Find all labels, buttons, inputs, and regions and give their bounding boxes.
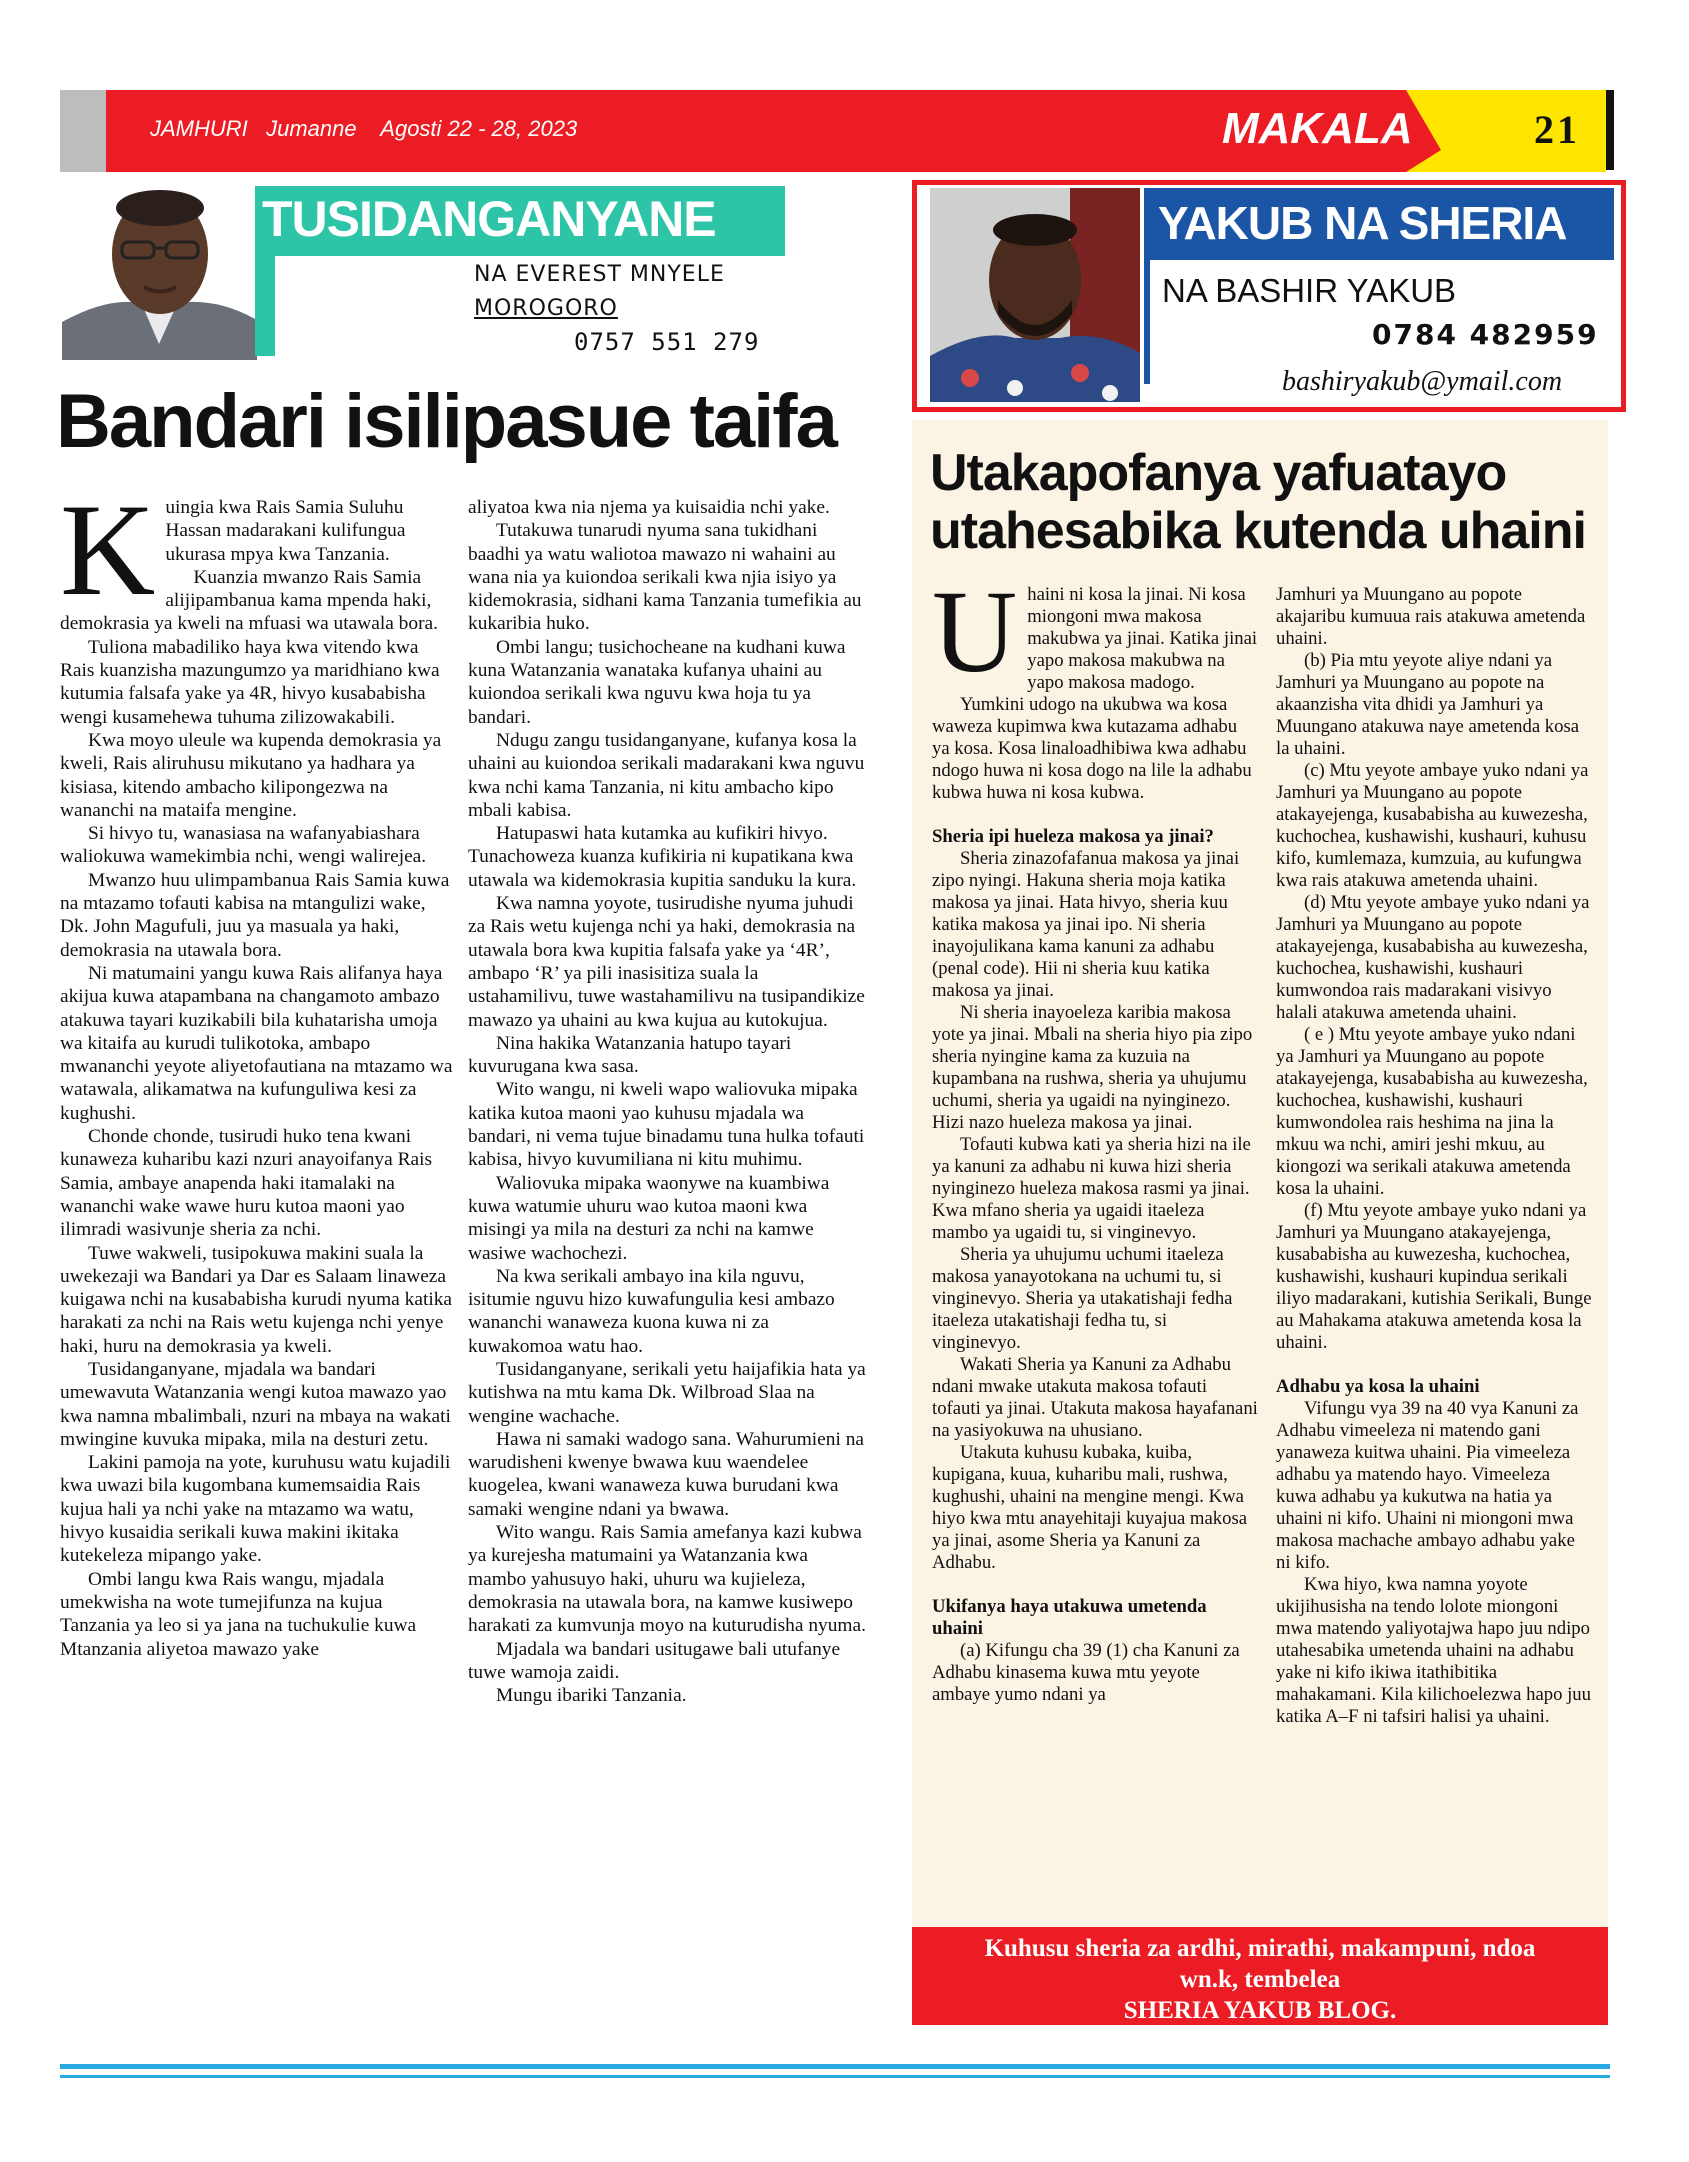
byline-phone-bashir: 0784 482959: [1372, 318, 1599, 351]
subheading: Sheria ipi hueleza makosa ya jinai?: [932, 826, 1214, 847]
author-photo-everest: [62, 172, 257, 360]
paragraph: Jamhuri ya Muungano au popote akajaribu kumuua rais atakuwa ametenda uhaini.: [1276, 584, 1586, 649]
right-article-column-2: [1276, 584, 1594, 1728]
right-article-column-1: [932, 566, 1258, 1706]
promo-line-1: Kuhusu sheria za ardhi, mirathi, makampuni, ndoa: [984, 1935, 1536, 1962]
paragraph: Kuingia kwa Rais Samia Suluhu Hassan madarakani kulifungua ukurasa mpya kwa Tanzania.: [60, 476, 406, 623]
paragraph: Na kwa serikali ambayo ina kila nguvu, isitumie nguvu hizo kuwafungulia kesi ambazo wananchi wanaweza kuona kuwa ni za kuwakomoa watu hao.: [468, 1265, 835, 1357]
section-title: MAKALA: [1222, 104, 1413, 153]
paragraph: Mjadala wa bandari usitugawe bali utufanye tuwe wamoja zaidi.: [468, 1638, 841, 1683]
column-banner-stem: [255, 256, 275, 356]
column-name-yakub-na-sheria: YAKUB NA SHERIA: [1158, 197, 1567, 249]
footer-rule-thin: [60, 2075, 1610, 2078]
paragraph: (a) Kifungu cha 39 (1) cha Kanuni za Adhabu kinasema kuwa mtu yeyote ambaye yumo ndani ya: [932, 1640, 1240, 1705]
paragraph: Chonde chonde, tusirudi huko tena kwani kunaweza kuharibu kazi nzuri anayoifanya Rais Samia, ambaye anapenda haki itamalaki na wananchi wake wawe huru kutoa maoni yao ilimradi wasivunje sheria za nchi.: [60, 1126, 433, 1241]
paragraph: (c) Mtu yeyote ambaye yuko ndani ya Jamhuri ya Muungano au popote atakayejenga, kusababisha au kuwezesha, kuchochea, kushawishi, kushauri, kuhusu kifo, kumlemaza, kumzuia, au kufungwa kwa rais atakuwa ametenda uhaini.: [1276, 760, 1589, 891]
drop-cap: K: [60, 476, 156, 623]
paragraph: Sheria ya uhujumu uchumi itaeleza makosa yanayotokana na uchumi tu, si vinginevyo. Sheria ya utakatishaji fedha itaeleza utakatishaji fedha tu, si vinginevyo.: [932, 1244, 1233, 1353]
headline-uhaini-line1: Utakapofanya yafuatayo: [930, 444, 1507, 502]
paragraph: Lakini pamoja na yote, kuruhusu watu kujadili kwa uwazi bila kugombana kumemsaidia Rais kujua hali ya nchi yake na mtazamo wa watu, hivyo kusaidia serikali kuwa makini ikitaka kutekeleza mipango yake.: [60, 1452, 451, 1567]
paragraph: Ni sheria inayoeleza karibia makosa yote ya jinai. Mbali na sheria hiyo pia zipo sheria nyingine kama za kuzuia na kupambana na rushwa, sheria ya uhujumu uchumi, sheria ya ugaidi na nyinginezo. Hizi nazo hueleza makosa ya jinai.: [932, 1002, 1253, 1133]
paragraph: Uhaini ni kosa la jinai. Ni kosa miongoni mwa makosa makubwa ya jinai. Katika jinai yapo makosa makubwa na yapo makosa madogo.: [932, 566, 1258, 697]
paragraph: Utakuta kuhusu kubaka, kuiba, kupigana, kuua, kuharibu mali, rushwa, kughushi, uhaini na mengine mengi. Kwa hiyo kwa mtu anayehitaji kuyajua makosa ya jinai, asome Sheria ya Kanuni za Adhabu.: [932, 1442, 1248, 1573]
header-grey-tab: [60, 90, 106, 172]
paragraph: Tutakuwa tunarudi nyuma sana tukidhani baadhi ya watu waliotoa mawazo ni wahaini au wana nia ya kuiondoa serikali kwa njia isiyo ya kidemokrasia, sidhani kama Tanzania tumefikia au kukaribia huko.: [468, 520, 862, 635]
left-article-column-1: [60, 476, 453, 1661]
paragraph: Wito wangu. Rais Samia amefanya kazi kubwa ya kurejesha matumaini ya Watanzania kwa mambo yahusuyo haki, uhuru wa kujieleza, demokrasia na utawala bora, na kamwe kusiwepo harakati za kumvunja moyo na kuturudisha nyuma.: [468, 1522, 866, 1637]
paragraph: Tuliona mabadiliko haya kwa vitendo kwa Rais kuanzisha mazungumzo ya maridhiano kwa kutumia falsafa yake ya 4R, hivyo kusababisha wengi kusamehewa tuhuma zilizowakabili.: [60, 636, 440, 728]
headline-bandari: Bandari isilipasue taifa: [56, 379, 836, 464]
drop-cap: U: [932, 566, 1018, 697]
paragraph: Ombi langu kwa Rais wangu, mjadala umekwisha na wote tumejifunza na kujua Tanzania ya leo si ya jana na tuchukulie kuwa Mtanzania aliyetoa mawazo yake: [60, 1568, 417, 1660]
paragraph: Waliovuka mipaka waonywe na kuambiwa kuwa watumie uhuru wao kutoa maoni kwa misingi ya mila na desturi za nchi na kamwe wasiwe wachochezi.: [468, 1172, 830, 1264]
left-article-column-2: [468, 496, 866, 1707]
byline-author-bashir: NA BASHIR YAKUB: [1162, 272, 1457, 309]
paragraph: (f) Mtu yeyote ambaye yuko ndani ya Jamhuri ya Muungano atakayejenga, kusababisha au kuwezesha, kuchochea, kushawishi, kushauri kupindua serikali iliyo madarakani, kutishia Serikali, Bunge au Mahakama atakuwa ametenda kosa la uhaini.: [1276, 1200, 1592, 1353]
paragraph: Kwa hiyo, kwa namna yoyote ukijihusisha na tendo lolote miongoni mwa matendo yaliyotajwa hapo juu ndipo utahesabika umetenda uhaini na adhabu yake ni kifo ikiwa itathibitika mahakamani. Kila kilichoelezwa hapo juu katika A–F ni tafsiri halisi ya uhaini.: [1276, 1574, 1591, 1727]
paragraph: Hatupaswi hata kutamka au kufikiri hivyo. Tunachoweza kuanza kufikiria ni kupatikana kwa utawala wa kidemokrasia kupitia sanduku la kura.: [468, 823, 857, 891]
paragraph: Ndugu zangu tusidanganyane, kufanya kosa la uhaini au kuiondoa serikali madarakani kwa nguvu kwa nchi kama Tanzania, ni kitu ambacho kipo mbali kabisa.: [468, 729, 865, 821]
paragraph: Sheria zinazofafanua makosa ya jinai zipo nyingi. Hakuna sheria moja katika makosa ya jinai. Hata hivyo, sheria kuu katika makosa ya jinai ipo. Ni sheria inayojulikana kama kanuni za adhabu (penal code). Hii ni sheria kuu katika makosa ya jinai.: [932, 848, 1240, 1001]
author-photo-bashir: [930, 188, 1140, 402]
subheading: Adhabu ya kosa la uhaini: [1276, 1376, 1480, 1397]
header-date: Agosti 22 - 28, 2023: [380, 116, 578, 141]
byline-email: bashiryakub@ymail.com: [1282, 366, 1563, 397]
promo-line-2: wn.k, tembelea: [1179, 1966, 1341, 1993]
paragraph: Mungu ibariki Tanzania.: [496, 1685, 687, 1707]
paragraph: ( e ) Mtu yeyote ambaye yuko ndani ya Jamhuri ya Muungano au popote atakayejenga, kusababisha au kuwezesha, kuchochea, kushawishi, kushauri kumwondolea rais heshima na jina la mkuu wa nchi, amiri jeshi mkuu, au kiongozi wa serikali atakuwa ametenda kosa la uhaini.: [1276, 1024, 1588, 1199]
header-rule: [1606, 90, 1614, 170]
paragraph: Tofauti kubwa kati ya sheria hizi na ile ya kanuni za adhabu ni kuwa hizi sheria nyinginezo hueleza makosa rasmi ya jinai. Kwa mfano sheria ya ugaidi itaeleza mambo ya ugaidi tu, si vinginevyo.: [932, 1134, 1251, 1243]
paragraph: Tusidanganyane, mjadala wa bandari umewavuta Watanzania wengi kutoa mawazo yao kwa namna mbalimbali, nzuri na mbaya na wakati mwingine kuvuka mipaka, mila na desturi zetu.: [60, 1358, 451, 1450]
paragraph: Vifungu vya 39 na 40 vya Kanuni za Adhabu vimeeleza ni matendo gani yanaweza kuitwa uhaini. Pia vimeeleza adhabu ya matendo hayo. Vimeeleza kuwa adhabu ya kukutwa na hatia ya uhaini ni kifo. Uhaini ni miongoni mwa makosa machache ambayo adhabu yake ni kifo.: [1276, 1398, 1579, 1573]
paragraph: aliyatoa kwa nia njema ya kuisaidia nchi yake.: [468, 497, 830, 518]
headline-uhaini: [930, 444, 1600, 560]
paragraph: Kwa moyo uleule wa kupenda demokrasia ya kweli, Rais aliruhusu mikutano ya hadhara ya kisiasa, kitendo ambacho kilipongezwa na wananchi na mataifa mengine.: [60, 729, 442, 821]
blog-promo-box: [912, 1927, 1608, 2025]
paragraph: Yumkini udogo na ukubwa wa kosa waweza kupimwa kwa kutazama adhabu ya kosa. Kosa linaloadhibiwa kwa adhabu ndogo huwa ni kosa dogo na lile la adhabu kubwa huwa ni kosa kubwa.: [932, 694, 1252, 803]
byline-location: MOROGORO: [474, 296, 618, 321]
column-name-tusidanganyane: TUSIDANGANYANE: [262, 191, 716, 247]
paragraph: Ombi langu; tusichocheane na kudhani kuwa kuna Watanzania wanataka kufanya uhaini au kuiondoa serikali kwa nguvu kwa hoja tu ya bandari.: [468, 636, 846, 728]
paragraph: Tuwe wakweli, tusipokuwa makini suala la uwekezaji wa Bandari ya Dar es Salaam linaweza kuigawa nchi na kusababisha kurudi nyuma katika harakati za nchi na Rais wetu kujenga nchi yenye haki, huru na demokrasia ya kweli.: [60, 1242, 453, 1357]
paragraph: Kwa namna yoyote, tusirudishe nyuma juhudi za Rais wetu kujenga nchi ya haki, demokrasia na utawala bora kwa kupitia falsafa yake ya ‘4R’, ambapo ‘R’ ya pili inasisitiza suala la ustahamilivu, tuwe wastahamilivu na tusipandikize mawazo ya uhaini au kwa kujua au kutokujua.: [468, 893, 865, 1031]
paragraph: Mwanzo huu ulimpambanua Rais Samia kuwa na mtazamo tofauti kabisa na mtangulizi wake, Dk. John Magufuli, juu ya masuala ya haki, demokrasia na utawala bora.: [60, 869, 450, 961]
headline-uhaini-line2: utahesabika kutenda uhaini: [930, 502, 1586, 560]
paragraph: Tusidanganyane, serikali yetu haijafikia hata ya kutishwa na mtu kama Dk. Wilbroad Slaa na wengine wachache.: [468, 1358, 866, 1427]
subheading: Ukifanya haya utakuwa umetenda uhaini: [932, 1596, 1207, 1639]
paragraph: Nina hakika Watanzania hatupo tayari kuvurugana kwa sasa.: [468, 1032, 792, 1078]
promo-line-3: SHERIA YAKUB BLOG.: [1123, 1997, 1397, 2024]
footer-rule: [60, 2064, 1610, 2069]
header-paper: JAMHURI: [150, 116, 248, 141]
paragraph: (b) Pia mtu yeyote aliye ndani ya Jamhuri ya Muungano au popote na akaanzisha vita dhidi ya Jamhuri ya Muungano atakuwa naye ametenda kosa la uhaini.: [1276, 650, 1580, 759]
byline-author: NA EVEREST MNYELE: [474, 262, 725, 287]
byline-phone: 0757 551 279: [574, 328, 760, 356]
paragraph: Wakati Sheria ya Kanuni za Adhabu ndani mwake utakuta makosa tofauti tofauti ya jinai. Utakuta makosa hayafanani na yasiyokuwa na uhusiano.: [932, 1354, 1258, 1441]
paragraph: (d) Mtu yeyote ambaye yuko ndani ya Jamhuri ya Muungano au popote atakayejenga, kusababisha au kuwezesha, kuchochea, kushawishi, kushauri kumwondoa rais madarakani visivyo halali atakuwa ametenda uhaini.: [1276, 892, 1590, 1023]
paragraph: Wito wangu, ni kweli wapo waliovuka mipaka katika kutoa maoni yao kuhusu mjadala wa bandari, ni vema tujue binadamu tuna hulka tofauti kabisa, hivyo kuvumiliana ni kitu muhimu.: [468, 1079, 865, 1171]
page-number: 21: [1534, 107, 1580, 152]
paragraph: Kuanzia mwanzo Rais Samia alijipambanua kama mpenda haki, demokrasia ya kweli na mfuasi wa utawala bora.: [60, 566, 438, 635]
header-dateline: [150, 116, 577, 142]
header-day: Jumanne: [266, 116, 357, 141]
paragraph: Ni matumaini yangu kuwa Rais alifanya haya akijua kuwa atapambana na changamoto ambazo atakuwa tayari kuzikabili bila kuhatarisha umoja wa kitaifa au kurudi tulikotoka, ambapo mwananchi yeyote aliyetofautiana na mtazamo wa watawala, alikamatwa na kufunguliwa kesi za kughushi.: [60, 962, 453, 1124]
paragraph: Hawa ni samaki wadogo sana. Wahurumieni na warudisheni kwenye bwawa kuu waendelee kuogelea, kwani wanaweza kuwa burudani kwa samaki wengine ndani ya bwawa.: [468, 1428, 865, 1520]
column-banner-stem-blue: [1144, 260, 1150, 384]
paragraph: Si hivyo tu, wanasiasa na wafanyabiashara waliokuwa wamekimbia nchi, wengi walirejea.: [60, 823, 427, 868]
